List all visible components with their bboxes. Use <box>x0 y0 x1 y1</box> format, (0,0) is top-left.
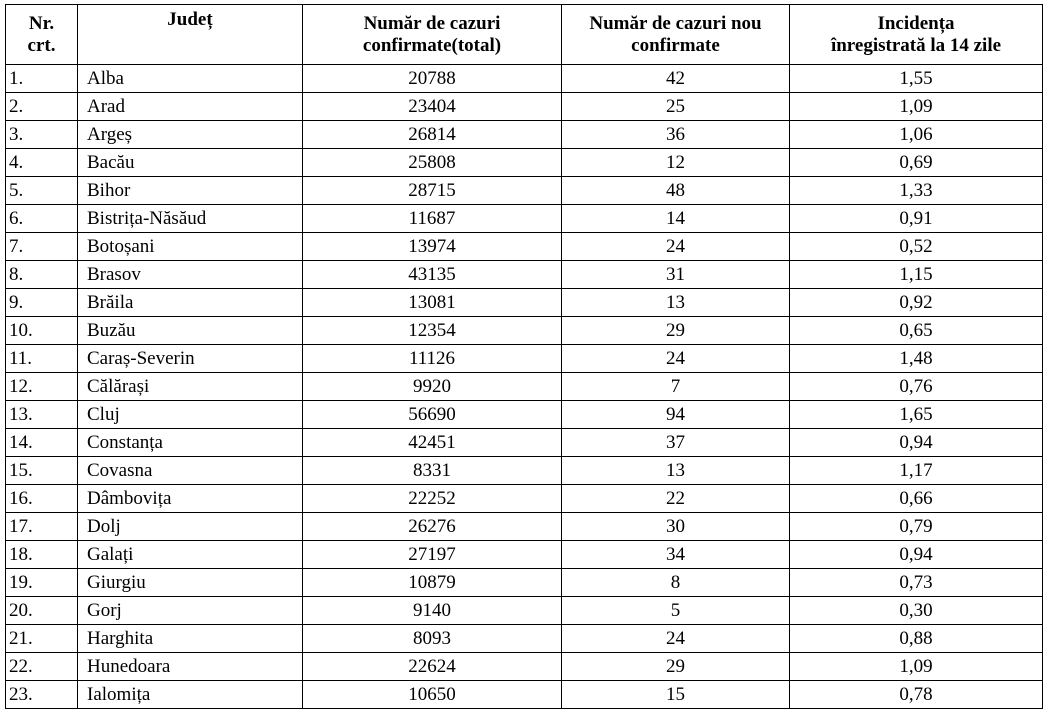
cell-total-cases: 11126 <box>303 345 562 373</box>
cell-total-cases: 43135 <box>303 261 562 289</box>
cell-incidence-14-days: 1,65 <box>790 401 1043 429</box>
cell-county-name: Dâmbovița <box>78 485 303 513</box>
table-row <box>6 569 1043 597</box>
header-row <box>6 5 1043 65</box>
cell-incidence-14-days: 0,76 <box>790 373 1043 401</box>
table-body <box>6 65 1043 709</box>
table-row <box>6 625 1043 653</box>
cell-incidence-14-days: 1,09 <box>790 653 1043 681</box>
cell-county-name: Caraș-Severin <box>78 345 303 373</box>
cell-new-cases: 34 <box>562 541 790 569</box>
table-row <box>6 401 1043 429</box>
header-total-line-1: Număr de cazuri <box>363 12 501 34</box>
header-nr-crt <box>6 5 78 65</box>
cell-row-number: 9. <box>6 289 78 317</box>
cell-new-cases: 42 <box>562 65 790 93</box>
cell-total-cases: 26276 <box>303 513 562 541</box>
cell-new-cases: 14 <box>562 205 790 233</box>
cell-row-number: 18. <box>6 541 78 569</box>
table-row <box>6 653 1043 681</box>
table-row <box>6 345 1043 373</box>
table-row <box>6 65 1043 93</box>
cell-county-name: Giurgiu <box>78 569 303 597</box>
cell-row-number: 6. <box>6 205 78 233</box>
cell-row-number: 17. <box>6 513 78 541</box>
cell-total-cases: 10650 <box>303 681 562 709</box>
cell-county-name: Brăila <box>78 289 303 317</box>
cell-incidence-14-days: 1,17 <box>790 457 1043 485</box>
cell-total-cases: 8093 <box>303 625 562 653</box>
cell-new-cases: 22 <box>562 485 790 513</box>
cell-row-number: 2. <box>6 93 78 121</box>
cell-county-name: Covasna <box>78 457 303 485</box>
table-row <box>6 485 1043 513</box>
cell-row-number: 16. <box>6 485 78 513</box>
cell-total-cases: 12354 <box>303 317 562 345</box>
cell-new-cases: 24 <box>562 233 790 261</box>
cell-incidence-14-days: 0,79 <box>790 513 1043 541</box>
cell-row-number: 8. <box>6 261 78 289</box>
header-total-cases <box>303 5 562 65</box>
cell-incidence-14-days: 0,91 <box>790 205 1043 233</box>
cell-incidence-14-days: 0,73 <box>790 569 1043 597</box>
cell-total-cases: 27197 <box>303 541 562 569</box>
cell-new-cases: 24 <box>562 625 790 653</box>
cell-new-cases: 36 <box>562 121 790 149</box>
cell-total-cases: 9140 <box>303 597 562 625</box>
cell-incidence-14-days: 0,88 <box>790 625 1043 653</box>
cell-row-number: 22. <box>6 653 78 681</box>
cell-total-cases: 25808 <box>303 149 562 177</box>
cell-county-name: Harghita <box>78 625 303 653</box>
cell-total-cases: 26814 <box>303 121 562 149</box>
cell-new-cases: 8 <box>562 569 790 597</box>
cell-new-cases: 31 <box>562 261 790 289</box>
cell-row-number: 10. <box>6 317 78 345</box>
cell-county-name: Gorj <box>78 597 303 625</box>
cell-county-name: Argeș <box>78 121 303 149</box>
cell-incidence-14-days: 1,09 <box>790 93 1043 121</box>
cell-total-cases: 23404 <box>303 93 562 121</box>
cell-incidence-14-days: 0,94 <box>790 541 1043 569</box>
cell-incidence-14-days: 0,52 <box>790 233 1043 261</box>
cell-incidence-14-days: 0,30 <box>790 597 1043 625</box>
cell-new-cases: 29 <box>562 653 790 681</box>
table-row <box>6 121 1043 149</box>
cell-county-name: Brasov <box>78 261 303 289</box>
cell-row-number: 15. <box>6 457 78 485</box>
cell-incidence-14-days: 1,55 <box>790 65 1043 93</box>
header-incidence-line-2: înregistrată la 14 zile <box>830 34 1002 56</box>
cell-new-cases: 15 <box>562 681 790 709</box>
cell-new-cases: 30 <box>562 513 790 541</box>
cell-row-number: 13. <box>6 401 78 429</box>
table-row <box>6 177 1043 205</box>
cell-incidence-14-days: 0,78 <box>790 681 1043 709</box>
table-row <box>6 261 1043 289</box>
cell-row-number: 3. <box>6 121 78 149</box>
cell-row-number: 19. <box>6 569 78 597</box>
cell-new-cases: 7 <box>562 373 790 401</box>
cell-county-name: Hunedoara <box>78 653 303 681</box>
header-nr-line-2: crt. <box>27 34 56 56</box>
cell-total-cases: 20788 <box>303 65 562 93</box>
cell-row-number: 11. <box>6 345 78 373</box>
cell-county-name: Galați <box>78 541 303 569</box>
table-row <box>6 317 1043 345</box>
cell-new-cases: 48 <box>562 177 790 205</box>
cell-incidence-14-days: 0,65 <box>790 317 1043 345</box>
cell-total-cases: 8331 <box>303 457 562 485</box>
cell-county-name: Bihor <box>78 177 303 205</box>
cell-incidence-14-days: 0,92 <box>790 289 1043 317</box>
table-row <box>6 597 1043 625</box>
table-row <box>6 93 1043 121</box>
cell-row-number: 7. <box>6 233 78 261</box>
cell-county-name: Cluj <box>78 401 303 429</box>
cell-row-number: 20. <box>6 597 78 625</box>
header-judet <box>78 5 303 65</box>
header-nr-line-1: Nr. <box>28 12 55 34</box>
cell-total-cases: 22624 <box>303 653 562 681</box>
cell-county-name: Dolj <box>78 513 303 541</box>
header-total-line-2: confirmate(total) <box>362 34 502 56</box>
cell-new-cases: 29 <box>562 317 790 345</box>
cell-new-cases: 13 <box>562 457 790 485</box>
cell-total-cases: 9920 <box>303 373 562 401</box>
cell-county-name: Călărași <box>78 373 303 401</box>
cell-county-name: Bacău <box>78 149 303 177</box>
cell-row-number: 5. <box>6 177 78 205</box>
cell-total-cases: 56690 <box>303 401 562 429</box>
cell-county-name: Buzău <box>78 317 303 345</box>
table-row <box>6 513 1043 541</box>
cell-row-number: 1. <box>6 65 78 93</box>
cell-row-number: 14. <box>6 429 78 457</box>
cell-incidence-14-days: 0,69 <box>790 149 1043 177</box>
cell-incidence-14-days: 1,48 <box>790 345 1043 373</box>
cell-county-name: Bistrița-Năsăud <box>78 205 303 233</box>
covid-cases-table <box>5 4 1043 709</box>
header-new-line-2: confirmate <box>631 34 720 56</box>
header-incidence <box>790 5 1043 65</box>
cell-row-number: 23. <box>6 681 78 709</box>
cell-county-name: Constanța <box>78 429 303 457</box>
table-row <box>6 149 1043 177</box>
cell-incidence-14-days: 1,06 <box>790 121 1043 149</box>
cell-county-name: Botoșani <box>78 233 303 261</box>
cell-total-cases: 13081 <box>303 289 562 317</box>
table-row <box>6 429 1043 457</box>
header-new-cases <box>562 5 790 65</box>
header-new-line-1: Număr de cazuri nou <box>589 12 762 34</box>
cell-total-cases: 10879 <box>303 569 562 597</box>
cell-row-number: 21. <box>6 625 78 653</box>
cell-incidence-14-days: 1,15 <box>790 261 1043 289</box>
cell-new-cases: 24 <box>562 345 790 373</box>
table-row <box>6 541 1043 569</box>
cell-row-number: 4. <box>6 149 78 177</box>
cell-incidence-14-days: 0,66 <box>790 485 1043 513</box>
cell-new-cases: 94 <box>562 401 790 429</box>
cell-new-cases: 5 <box>562 597 790 625</box>
header-incidence-line-1: Incidența <box>877 12 955 34</box>
table-row <box>6 289 1043 317</box>
cell-total-cases: 42451 <box>303 429 562 457</box>
table-row <box>6 457 1043 485</box>
cell-new-cases: 12 <box>562 149 790 177</box>
cell-new-cases: 37 <box>562 429 790 457</box>
cell-incidence-14-days: 0,94 <box>790 429 1043 457</box>
cell-new-cases: 13 <box>562 289 790 317</box>
cell-row-number: 12. <box>6 373 78 401</box>
cell-county-name: Alba <box>78 65 303 93</box>
table-row <box>6 681 1043 709</box>
table-row <box>6 205 1043 233</box>
cell-total-cases: 22252 <box>303 485 562 513</box>
cell-incidence-14-days: 1,33 <box>790 177 1043 205</box>
cell-total-cases: 28715 <box>303 177 562 205</box>
cell-new-cases: 25 <box>562 93 790 121</box>
cell-county-name: Arad <box>78 93 303 121</box>
cell-county-name: Ialomița <box>78 681 303 709</box>
table-row <box>6 233 1043 261</box>
table-row <box>6 373 1043 401</box>
header-judet-line-1: Județ <box>167 9 213 30</box>
cell-total-cases: 11687 <box>303 205 562 233</box>
cell-total-cases: 13974 <box>303 233 562 261</box>
